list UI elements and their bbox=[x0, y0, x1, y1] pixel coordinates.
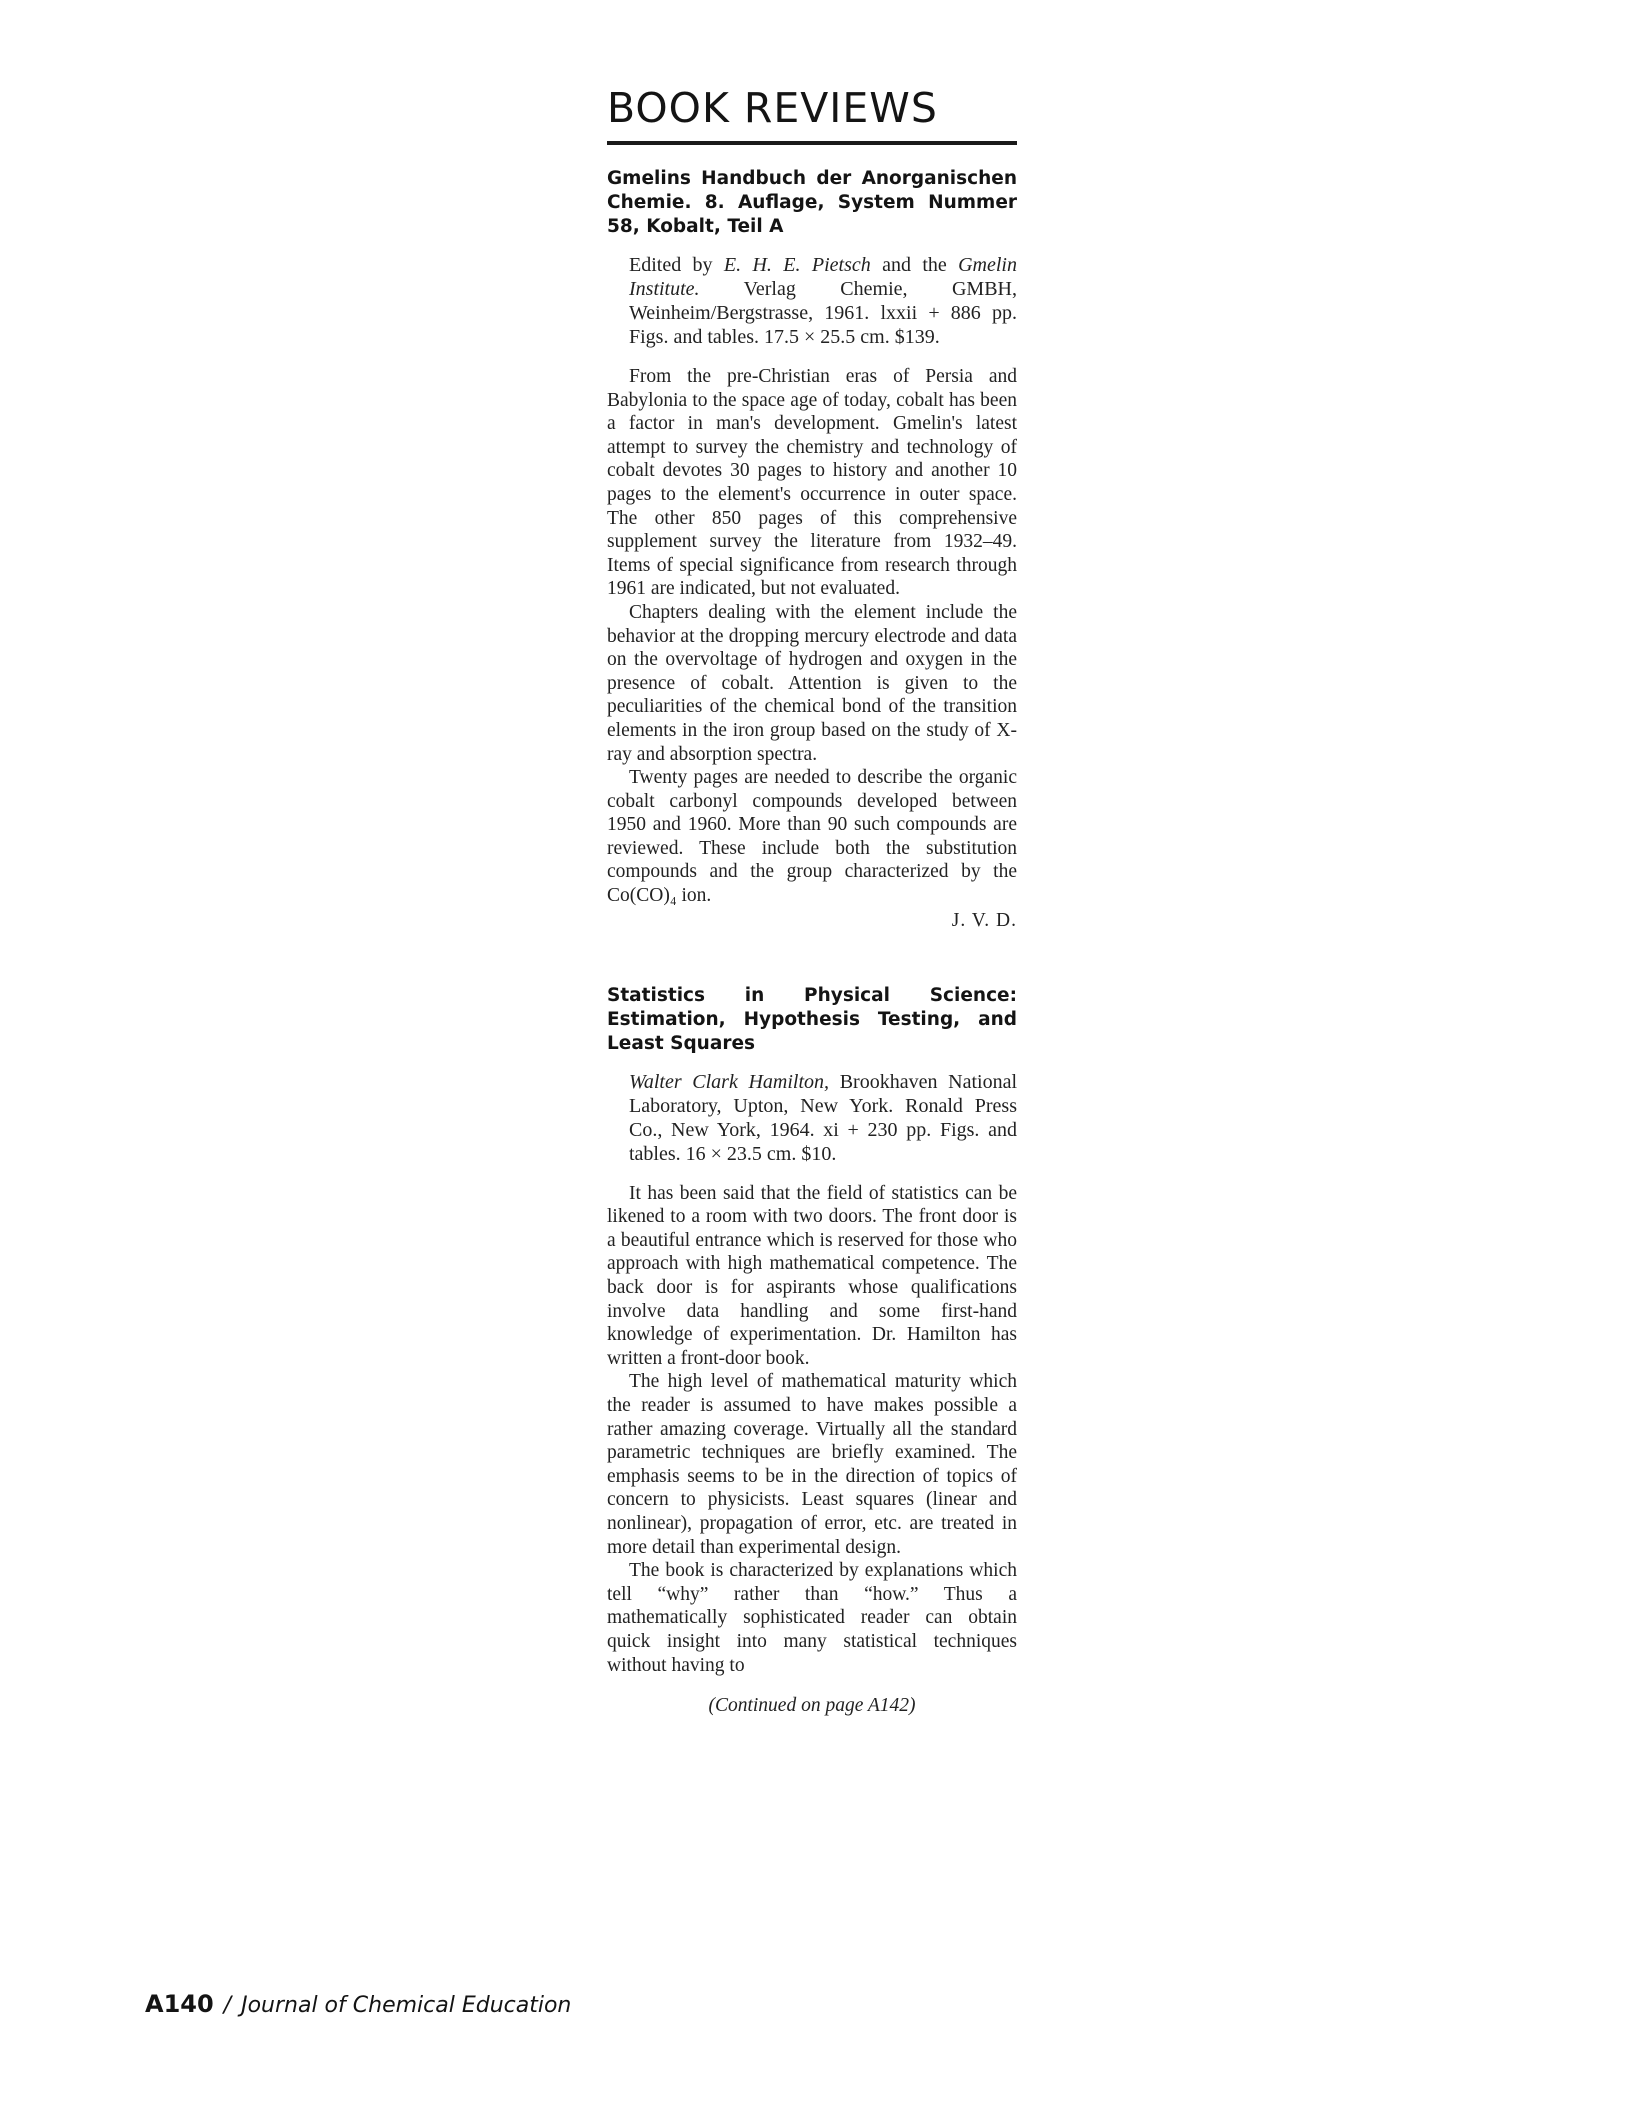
journal-name: Journal of Chemical Education bbox=[241, 1993, 572, 2018]
section-rule bbox=[607, 141, 1017, 145]
page-footer bbox=[145, 1990, 571, 2018]
review-statistics-physical-science bbox=[607, 984, 1017, 1677]
footer-separator: / bbox=[223, 1993, 232, 2018]
book-reviews-column bbox=[607, 78, 1017, 1717]
biblio-author: Walter Clark Hamilton, bbox=[629, 1070, 830, 1093]
review-paragraph: Twenty pages are needed to describe the organic cobalt carbonyl compounds developed between 1950 and 1960. More than 90 such compounds are reviewed. These include both the substitution compounds and the group characterized by the Co(CO)₄ ion. bbox=[607, 767, 1017, 907]
section-title: BOOK REVIEWS bbox=[607, 84, 938, 132]
review-body bbox=[607, 1182, 1017, 1677]
review-paragraph: Chapters dealing with the element include the behavior at the dropping mercury electrode and data on the overvoltage of hydrogen and oxygen in the presence of cobalt. Attention is given to the peculiarities of the chemical bond of the transition elements in the iron group based on the study of X-ray and absorption spectra. bbox=[607, 601, 1017, 765]
biblio-prefix: Edited by bbox=[629, 254, 724, 276]
reviewer-initials: J. V. D. bbox=[951, 909, 1017, 931]
biblio-editor: E. H. E. Pietsch bbox=[723, 254, 871, 276]
continued-notice: (Continued on page A142) bbox=[708, 1695, 916, 1717]
review-gmelins-handbuch bbox=[607, 167, 1017, 932]
biblio-publisher: Brookhaven National Laboratory, Upton, New York. Ronald Press Co., New York, 1964. xi + 230 pp. Figs. and tables. 16 × 23.5 cm. $10. bbox=[629, 1070, 1017, 1165]
review-heading: Gmelins Handbuch der Anorganischen Chemie. 8. Auflage, System Nummer 58, Kobalt, Teil A bbox=[607, 168, 1017, 237]
biblio-publisher: Verlag Chemie, GMBH, Weinheim/Bergstrasse, 1961. lxxii + 886 pp. Figs. and tables. 17.5 × 25.5 cm. $139. bbox=[629, 278, 1017, 348]
review-paragraph: The book is characterized by explanations which tell “why” rather than “how.” Thus a mathematically sophisticated reader can obtain quick insight into many statistical techniques without having to bbox=[607, 1560, 1017, 1676]
review-paragraph: It has been said that the field of statistics can be likened to a room with two doors. The front door is a beautiful entrance which is reserved for those who approach with high mathematical competence. The back door is for aspirants whose qualifications involve data handling and some first-hand knowledge of experimentation. Dr. Hamilton has written a front-door book. bbox=[607, 1182, 1017, 1369]
biblio-and: and the bbox=[870, 254, 959, 276]
review-body bbox=[607, 365, 1017, 908]
review-bibliographic-info bbox=[629, 253, 1017, 349]
review-paragraph: The high level of mathematical maturity which the reader is assumed to have makes possible a rather amazing coverage. Virtually all the standard parametric techniques are briefly examined. The emphasis seems to be in the direction of topics of concern to physicists. Least squares (linear and nonlinear), propagation of error, etc. are treated in more detail than experimental design. bbox=[607, 1371, 1017, 1558]
biblio-institute: Gmelin Institute. bbox=[629, 254, 1017, 300]
page-number: A140 bbox=[145, 1990, 214, 2018]
review-heading: Statistics in Physical Science: Estimation, Hypothesis Testing, and Least Squares bbox=[607, 984, 1017, 1054]
review-bibliographic-info bbox=[629, 1070, 1017, 1166]
review-paragraph: From the pre-Christian eras of Persia and Babylonia to the space age of today, cobalt has been a factor in man's development. Gmelin's latest attempt to survey the chemistry and technology of cobalt devotes 30 pages to history and another 10 pages to the element's occurrence in outer space. The other 850 pages of this comprehensive supplement survey the literature from 1932–49. Items of special significance from research through 1961 are indicated, but not evaluated. bbox=[607, 366, 1017, 600]
